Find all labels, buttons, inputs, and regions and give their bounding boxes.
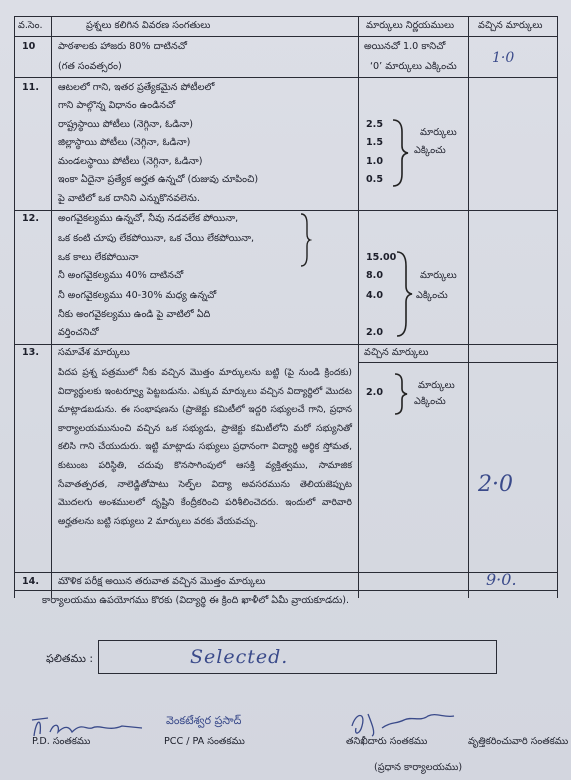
row-14-awarded: 9·0. xyxy=(486,570,517,589)
row-12-line: వర్తించనిచో xyxy=(58,327,99,338)
row-12-brace xyxy=(394,250,414,338)
row-13-note: ఎక్కించు xyxy=(414,396,446,407)
header-criteria: మార్కులు నిర్ణయములు xyxy=(366,20,455,31)
row-13-criteria-header: వచ్చిన మార్కులు xyxy=(364,347,429,358)
officer-signature-label: వృత్తికరించువారి సంతకము xyxy=(468,736,569,747)
row-12-line: నీ అంగవైకల్యము 40-30% మధ్య ఉన్నచో xyxy=(58,290,217,301)
row-10-sno: 10 xyxy=(22,41,36,52)
row-11-line: ఆటలలో గాని, ఇతర ప్రత్యేకమైన పోటీలలో xyxy=(58,82,215,93)
row-11-sno: 11. xyxy=(22,82,39,93)
header-particulars: ప్రశ్నలు కలిగిన వివరణ సంగతులు xyxy=(86,20,211,31)
row-12-line: నీకు అంగవైకల్యము ఉండి పై వాటిలో ఏది xyxy=(58,309,211,320)
row-11-line: గాని పాల్గొన్న విధానం ఉండినచో xyxy=(58,100,176,111)
row-13-value: 2.0 xyxy=(366,387,383,398)
row-11-value: 0.5 xyxy=(366,174,383,185)
row-12-sno: 12. xyxy=(22,213,39,224)
row-10-awarded: 1·0 xyxy=(492,50,515,66)
row-12-note: ఎక్కించు xyxy=(416,290,448,301)
row-12-note: మార్కులు xyxy=(420,270,457,281)
row-13-brace xyxy=(392,372,410,416)
row-12-value: 15.00 xyxy=(366,252,397,263)
inspector-signature xyxy=(346,706,458,740)
row-11-line: ఇంకా ఏదైనా ప్రత్యేక అర్హత ఉన్నచో (రుజువు చూపించి) xyxy=(58,174,259,185)
row-11-line: జిల్లాస్థాయి పోటీలు (నెగ్గినా, ఓడినా) xyxy=(58,137,191,148)
row-12-line: ఒక కంటి చూపు లేకపోయినా, ఒక చేయి లేకపోయినా, xyxy=(58,233,255,244)
row-11-line: మండలస్థాయి పోటీలు (నెగ్గినా, ఓడినా) xyxy=(58,156,203,167)
result-label: ఫలితము : xyxy=(46,652,94,665)
row-10-criteria: ‘0’ మార్కులు ఎక్కించు xyxy=(370,61,457,72)
row-12-line: ఒక కాలు లేకపోయినా xyxy=(58,252,139,263)
row-12-value: 2.0 xyxy=(366,327,383,338)
row-11-note: మార్కులు xyxy=(420,127,457,138)
row-11-value: 1.5 xyxy=(366,137,383,148)
row-14-line: మౌళిక పరీక్ష అయిన తరువాత వచ్చిన మొత్తం మార్కులు xyxy=(58,576,266,587)
row-12-value: 4.0 xyxy=(366,290,383,301)
row-11-value: 1.0 xyxy=(366,156,383,167)
row-12-left-bracket xyxy=(298,212,312,268)
pcc-signature-label: PCC / PA సంతకము xyxy=(164,736,245,747)
row-11-value: 2.5 xyxy=(366,119,383,130)
inspector-signature-label: తనిఖీదారు సంతకము xyxy=(346,736,428,747)
row-10-line: పాఠశాలకు హాజరు 80% దాటినచో xyxy=(58,41,187,52)
pd-signature-label: P.D. సంతకము xyxy=(32,736,91,747)
row-11-brace xyxy=(390,118,410,188)
row-11-line: పై వాటిలో ఒక దానిని ఎన్నుకొనవలెను. xyxy=(58,193,200,204)
pcc-handwritten-name: వెంకటేశ్వర ప్రసాద్ xyxy=(166,714,242,727)
header-sno: వ.సెం. xyxy=(18,20,43,31)
row-11-note: ఎక్కించు xyxy=(414,145,446,156)
row-10-line: (గత సంవత్సరం) xyxy=(58,61,122,72)
head-office-label: (ప్రధాన కార్యాలయము) xyxy=(374,762,463,773)
row-13-note: మార్కులు xyxy=(418,380,455,391)
row-13-awarded: 2·0 xyxy=(478,472,513,497)
office-use-note: కార్యాలయము ఉపయోగము కొరకు (విద్యార్థి ఈ క్రింది ఖాళీలో ఏమీ వ్రాయకూడదు). xyxy=(42,595,350,606)
row-12-line: అంగవైకల్యము ఉన్నచో, నీవు నడవలేక పోయినా, xyxy=(58,213,239,224)
result-value: Selected. xyxy=(190,646,289,668)
row-14-sno: 14. xyxy=(22,576,39,587)
row-12-line: నీ అంగవైకల్యము 40% దాటినచో xyxy=(58,270,184,281)
result-box xyxy=(98,640,497,674)
row-10-criteria: అయినచో 1.0 కానిచో xyxy=(364,41,446,52)
row-13-sno: 13. xyxy=(22,347,39,358)
row-11-line: రాష్ట్రస్థాయి పోటీలు (నెగ్గినా, ఓడినా) xyxy=(58,119,194,130)
row-13-paragraph: పిదప ప్రశ్న పత్రములో నీకు వచ్చిన మొత్తం మార్కులను బట్టి (పై నుండి క్రిందకు) విద్యార్థులకు ఇంటర్వ్యూ పెట్టబడును. ఎక్కువ మార్కులు వచ్చిన విద్యార్థిలో మొదట మాట్లాడబడును. ఈ సంభాషణను (ప్రాజెక్టు కమిటీలో ఇద్దరి సభ్యులచే గాని, ప్రధాన కార్యాలయమునుంచి వచ్చిన ఒక సభ్యుడు, ప్రాజెక్టు కమిటీలోని మరో సభ్యునితో కలిసి గాని చేయుదురు. ఇట్టి మాట్లాడు సభ్యులు ప్రధానంగా విద్యార్థి ఆర్థిక స్తోమత, కుటుంబ పరిస్థితి, చదువు కొనసాగింపులో ఆసక్తి వ్యక్తిత్వము, సామాజిక సేవాతత్పరత, నాలెడ్జితోపాటు సెల్ఫ్‌ల విద్యా అవసరమును తెలియజెప్పుట మొదలగు అంశములలో దృష్టిని కేంద్రీకరించి పరిశీలించెదరు. ఇందులో వారివారి అర్హతలను బట్టి సభ్యులు 2 మార్కులు వరకు వేయవచ్చు. xyxy=(58,367,352,527)
header-awarded: వచ్చిన మార్కులు xyxy=(478,20,543,31)
row-12-value: 8.0 xyxy=(366,270,383,281)
row-13-title: సమావేశ మార్కులు xyxy=(58,347,130,358)
